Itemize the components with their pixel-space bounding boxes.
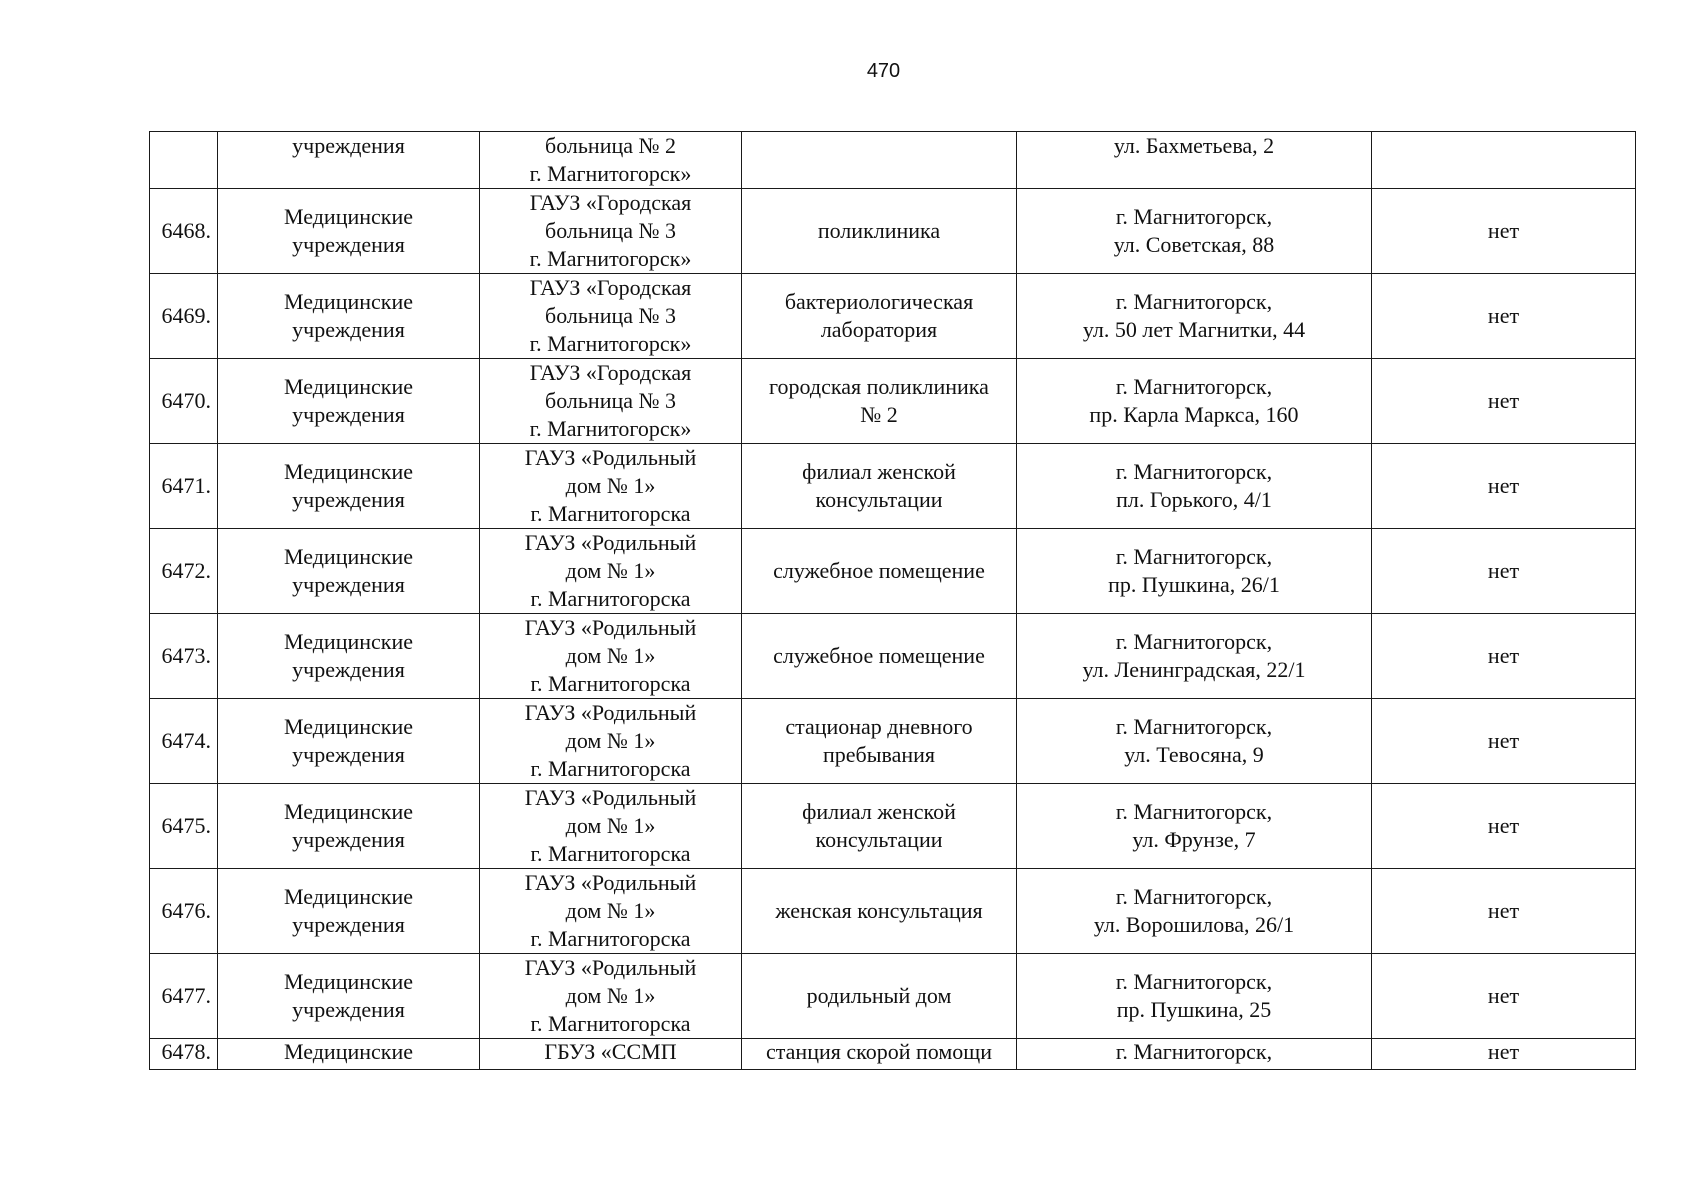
cell-organization: ГАУЗ «Родильный дом № 1» г. Магнитогорска bbox=[480, 954, 742, 1039]
cell-organization: ГАУЗ «Родильный дом № 1» г. Магнитогорска bbox=[480, 784, 742, 869]
table-row bbox=[150, 359, 1636, 444]
cell-category: Медицинские учреждения bbox=[218, 529, 480, 614]
page-number: 470 bbox=[866, 60, 901, 82]
cell-category: Медицинские учреждения bbox=[218, 954, 480, 1039]
cell-number: 6472. bbox=[150, 529, 218, 614]
cell-extra: нет bbox=[1372, 359, 1636, 444]
cell-extra bbox=[1372, 132, 1636, 189]
cell-object: станция скорой помощи bbox=[742, 1039, 1017, 1070]
cell-extra: нет bbox=[1372, 529, 1636, 614]
cell-number: 6477. bbox=[150, 954, 218, 1039]
cell-address: г. Магнитогорск, ул. Ворошилова, 26/1 bbox=[1017, 869, 1372, 954]
cell-category: Медицинские учреждения bbox=[218, 359, 480, 444]
cell-organization: ГАУЗ «Родильный дом № 1» г. Магнитогорска bbox=[480, 614, 742, 699]
cell-object bbox=[742, 132, 1017, 189]
cell-category: Медицинские учреждения bbox=[218, 274, 480, 359]
cell-extra: нет bbox=[1372, 189, 1636, 274]
cell-number: 6475. bbox=[150, 784, 218, 869]
cell-organization: ГАУЗ «Родильный дом № 1» г. Магнитогорска bbox=[480, 699, 742, 784]
cell-number: 6478. bbox=[150, 1039, 218, 1070]
cell-category: учреждения bbox=[218, 132, 480, 189]
cell-object: филиал женской консультации bbox=[742, 784, 1017, 869]
cell-category: Медицинские учреждения bbox=[218, 614, 480, 699]
cell-organization: ГАУЗ «Городская больница № 3 г. Магнитогорск» bbox=[480, 274, 742, 359]
cell-number bbox=[150, 132, 218, 189]
cell-object: служебное помещение bbox=[742, 614, 1017, 699]
cell-category: Медицинские учреждения bbox=[218, 869, 480, 954]
cell-object: родильный дом bbox=[742, 954, 1017, 1039]
table-row-partial bbox=[150, 1039, 1636, 1070]
cell-category: Медицинские bbox=[218, 1039, 480, 1070]
cell-number: 6470. bbox=[150, 359, 218, 444]
cell-extra: нет bbox=[1372, 954, 1636, 1039]
cell-object: городская поликлиника № 2 bbox=[742, 359, 1017, 444]
table-row bbox=[150, 784, 1636, 869]
cell-address: г. Магнитогорск, ул. Тевосяна, 9 bbox=[1017, 699, 1372, 784]
cell-organization: ГАУЗ «Родильный дом № 1» г. Магнитогорска bbox=[480, 444, 742, 529]
table-row bbox=[150, 954, 1636, 1039]
records-table bbox=[149, 131, 1636, 1070]
cell-extra: нет bbox=[1372, 699, 1636, 784]
cell-organization: ГАУЗ «Родильный дом № 1» г. Магнитогорска bbox=[480, 529, 742, 614]
cell-number: 6474. bbox=[150, 699, 218, 784]
cell-organization: ГАУЗ «Городская больница № 3 г. Магнитогорск» bbox=[480, 359, 742, 444]
cell-address: ул. Бахметьева, 2 bbox=[1017, 132, 1372, 189]
table-row bbox=[150, 274, 1636, 359]
cell-organization: больница № 2 г. Магнитогорск» bbox=[480, 132, 742, 189]
cell-address: г. Магнитогорск, пр. Пушкина, 25 bbox=[1017, 954, 1372, 1039]
table-row-continued bbox=[150, 132, 1636, 189]
cell-address: г. Магнитогорск, ул. 50 лет Магнитки, 44 bbox=[1017, 274, 1372, 359]
cell-object: служебное помещение bbox=[742, 529, 1017, 614]
cell-number: 6476. bbox=[150, 869, 218, 954]
cell-object: поликлиника bbox=[742, 189, 1017, 274]
cell-address: г. Магнитогорск, пр. Карла Маркса, 160 bbox=[1017, 359, 1372, 444]
cell-address: г. Магнитогорск, пр. Пушкина, 26/1 bbox=[1017, 529, 1372, 614]
cell-address: г. Магнитогорск, ул. Ленинградская, 22/1 bbox=[1017, 614, 1372, 699]
cell-organization: ГБУЗ «ССМП bbox=[480, 1039, 742, 1070]
cell-extra: нет bbox=[1372, 614, 1636, 699]
cell-object: филиал женской консультации bbox=[742, 444, 1017, 529]
table-row bbox=[150, 189, 1636, 274]
table-row bbox=[150, 529, 1636, 614]
cell-category: Медицинские учреждения bbox=[218, 444, 480, 529]
table-row bbox=[150, 614, 1636, 699]
cell-category: Медицинские учреждения bbox=[218, 699, 480, 784]
table-row bbox=[150, 869, 1636, 954]
cell-object: бактериологическая лаборатория bbox=[742, 274, 1017, 359]
cell-extra: нет bbox=[1372, 784, 1636, 869]
cell-extra: нет bbox=[1372, 444, 1636, 529]
cell-extra: нет bbox=[1372, 274, 1636, 359]
cell-address: г. Магнитогорск, пл. Горького, 4/1 bbox=[1017, 444, 1372, 529]
cell-extra: нет bbox=[1372, 869, 1636, 954]
cell-object: женская консультация bbox=[742, 869, 1017, 954]
cell-number: 6471. bbox=[150, 444, 218, 529]
cell-object: стационар дневного пребывания bbox=[742, 699, 1017, 784]
cell-number: 6469. bbox=[150, 274, 218, 359]
cell-extra: нет bbox=[1372, 1039, 1636, 1070]
table-row bbox=[150, 699, 1636, 784]
cell-organization: ГАУЗ «Родильный дом № 1» г. Магнитогорска bbox=[480, 869, 742, 954]
cell-address: г. Магнитогорск, ул. Фрунзе, 7 bbox=[1017, 784, 1372, 869]
cell-number: 6468. bbox=[150, 189, 218, 274]
cell-category: Медицинские учреждения bbox=[218, 784, 480, 869]
cell-category: Медицинские учреждения bbox=[218, 189, 480, 274]
table-row bbox=[150, 444, 1636, 529]
cell-number: 6473. bbox=[150, 614, 218, 699]
cell-address: г. Магнитогорск, ул. Советская, 88 bbox=[1017, 189, 1372, 274]
cell-address: г. Магнитогорск, bbox=[1017, 1039, 1372, 1070]
cell-organization: ГАУЗ «Городская больница № 3 г. Магнитогорск» bbox=[480, 189, 742, 274]
